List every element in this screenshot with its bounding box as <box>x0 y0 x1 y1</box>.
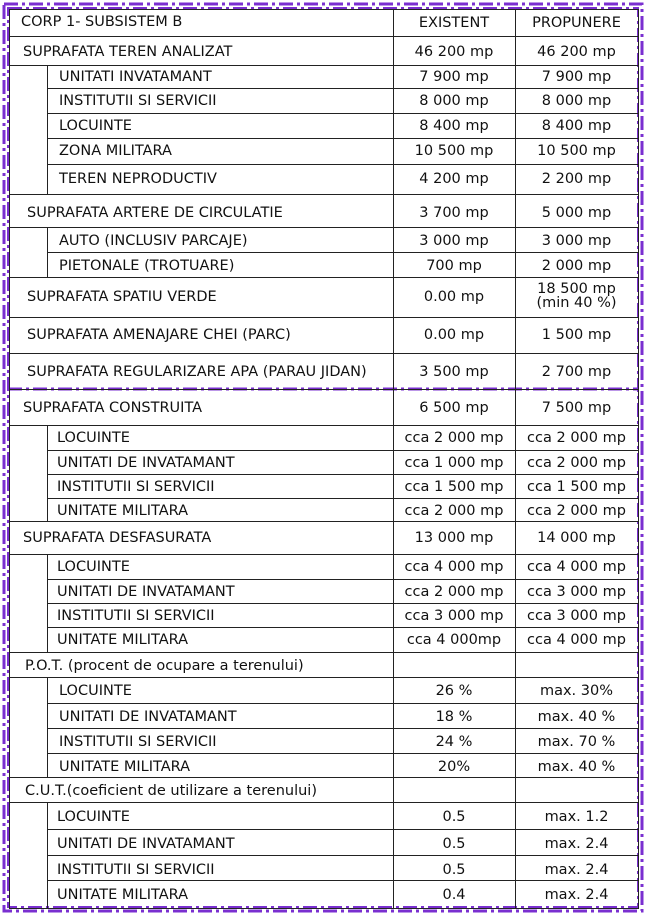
cut-item-row-existent: 0.5 <box>442 862 466 878</box>
pot-item-row-propunere: max. 40 % <box>537 759 616 775</box>
grid-line <box>9 9 10 909</box>
grid-line <box>638 9 639 909</box>
artere-item-row-existent: 700 mp <box>426 258 482 274</box>
teren-item-row-label: TEREN NEPRODUCTIV <box>59 171 217 187</box>
grid-line <box>393 9 394 677</box>
grid-line <box>47 474 638 475</box>
desfasurata-row-label: SUPRAFATA DESFASURATA <box>23 530 212 546</box>
chei-row-label: SUPRAFATA AMENAJARE CHEI (PARC) <box>27 327 291 343</box>
pot-item-row-label: LOCUINTE <box>59 683 132 699</box>
construita-item-row-existent: cca 1 000 mp <box>404 455 504 471</box>
artere-item-row-propunere: 3 000 mp <box>541 233 612 249</box>
construita-item-row-existent: cca 1 500 mp <box>404 479 504 495</box>
grid-line <box>515 9 516 677</box>
teren-item-row-existent: 8 400 mp <box>419 117 489 134</box>
grid-line <box>9 908 638 909</box>
cut-item-row-propunere: max. 1.2 <box>544 809 609 825</box>
grid-line <box>47 802 48 908</box>
cut-item-row-existent: 0.5 <box>442 836 466 852</box>
grid-line <box>9 317 638 318</box>
desfasurata-item-row-existent: cca 3 000 mp <box>404 608 504 624</box>
data-table <box>9 9 638 909</box>
desfasurata-item-row-label: LOCUINTE <box>57 559 130 575</box>
construita-item-row-existent: cca 2 000 mp <box>404 503 504 519</box>
pot-item-row-existent: 20% <box>437 759 471 775</box>
cut-item-row-label: UNITATI DE INVATAMANT <box>57 836 235 852</box>
desfasurata-item-row-existent: cca 2 000 mp <box>404 584 504 600</box>
pot-item-row-label: INSTITUTII SI SERVICII <box>59 734 217 750</box>
pot-item-row-propunere: max. 40 % <box>537 709 616 725</box>
construita-row-propunere: 7 500 mp <box>541 400 612 416</box>
grid-line <box>47 65 48 194</box>
grid-line <box>9 353 638 354</box>
pot-heading: P.O.T. (procent de ocupare a terenului) <box>25 658 304 674</box>
grid-line <box>47 113 638 114</box>
chei-row-propunere: 1 500 mp <box>541 327 612 343</box>
construita-item-row-label: UNITATE MILITARA <box>57 503 189 519</box>
cut-item-row-existent: 0.4 <box>442 887 466 903</box>
grid-line <box>47 753 638 754</box>
teren-item-row-existent: 4 200 mp <box>419 171 489 187</box>
desfasurata-item-row-propunere: cca 4 000 mp <box>527 559 626 575</box>
pot-item-row-propunere: max. 70 % <box>537 734 616 750</box>
grid-line <box>47 554 48 652</box>
pot-item-row-existent: 24 % <box>435 734 473 750</box>
desfasurata-item-row-label: UNITATE MILITARA <box>57 632 189 648</box>
grid-line <box>9 277 638 278</box>
grid-line <box>47 728 638 729</box>
grid-line <box>9 802 638 803</box>
grid-line <box>9 227 638 228</box>
teren-item-row-label: INSTITUTII SI SERVICII <box>59 92 217 109</box>
grid-line <box>47 138 638 139</box>
teren-item-row-existent: 8 000 mp <box>419 92 489 109</box>
verde-propunere: 18 500 mp <box>537 281 616 297</box>
construita-item-row-label: LOCUINTE <box>57 430 130 446</box>
grid-line <box>47 880 638 881</box>
grid-line <box>47 252 638 253</box>
construita-item-row-propunere: cca 2 000 mp <box>527 503 626 519</box>
desfasurata-row-propunere: 14 000 mp <box>537 530 616 546</box>
teren-row-label: SUPRAFATA TEREN ANALIZAT <box>23 44 233 60</box>
pot-item-row-existent: 18 % <box>435 709 473 725</box>
artere-row-propunere: 5 000 mp <box>541 205 612 221</box>
grid-line <box>9 777 638 778</box>
apa-row-existent: 3 500 mp <box>419 364 489 380</box>
teren-row-existent: 46 200 mp <box>414 44 494 60</box>
table-title: CORP 1- SUBSISTEM B <box>21 14 183 30</box>
grid-line <box>9 677 638 678</box>
construita-item-row-propunere: cca 2 000 mp <box>527 455 626 471</box>
construita-item-row-label: UNITATI DE INVATAMANT <box>57 455 235 471</box>
cut-item-row-propunere: max. 2.4 <box>544 887 609 903</box>
desfasurata-item-row-propunere: cca 3 000 mp <box>527 608 626 624</box>
cut-item-row-propunere: max. 2.4 <box>544 862 609 878</box>
teren-row-propunere: 46 200 mp <box>537 44 616 60</box>
cut-item-row-existent: 0.5 <box>442 809 466 825</box>
cut-heading: C.U.T.(coeficient de utilizare a terenului) <box>25 783 317 799</box>
pot-item-row-propunere: max. 30% <box>539 683 614 699</box>
artere-item-row-label: PIETONALE (TROTUARE) <box>59 258 235 274</box>
desfasurata-item-row-label: UNITATI DE INVATAMANT <box>57 584 235 600</box>
grid-line <box>9 425 638 426</box>
teren-item-row-propunere: 8 400 mp <box>541 117 612 134</box>
construita-row-existent: 6 500 mp <box>419 400 489 416</box>
construita-item-row-propunere: cca 1 500 mp <box>527 479 626 495</box>
grid-line <box>47 88 638 89</box>
desfasurata-item-row-label: INSTITUTII SI SERVICII <box>57 608 215 624</box>
chei-row-existent: 0.00 mp <box>423 327 485 343</box>
desfasurata-item-row-existent: cca 4 000mp <box>406 632 502 648</box>
cut-item-row-propunere: max. 2.4 <box>544 836 609 852</box>
artere-item-row-existent: 3 000 mp <box>419 233 489 249</box>
verde-propunere-note: (min 40 %) <box>536 295 617 311</box>
grid-line <box>47 164 638 165</box>
teren-item-row-existent: 10 500 mp <box>414 143 494 159</box>
pot-item-row-label: UNITATI DE INVATAMANT <box>59 709 237 725</box>
artere-row-existent: 3 700 mp <box>419 205 489 221</box>
grid-line <box>9 36 638 37</box>
grid-line <box>47 425 48 521</box>
cut-item-row-label: INSTITUTII SI SERVICII <box>57 862 215 878</box>
cut-item-row-label: UNITATE MILITARA <box>57 887 189 903</box>
col-propunere-header: PROPUNERE <box>532 15 621 31</box>
teren-item-row-propunere: 7 900 mp <box>541 68 612 85</box>
verde-label: SUPRAFATA SPATIU VERDE <box>27 289 217 305</box>
grid-line <box>47 498 638 499</box>
construita-row-label: SUPRAFATA CONSTRUITA <box>23 400 203 416</box>
grid-line <box>47 703 638 704</box>
grid-line <box>47 829 638 830</box>
teren-item-row-label: LOCUINTE <box>59 117 132 134</box>
teren-item-row-label: UNITATI INVATAMANT <box>59 68 212 85</box>
artere-item-row-label: AUTO (INCLUSIV PARCAJE) <box>59 233 248 249</box>
construita-item-row-existent: cca 2 000 mp <box>404 430 504 446</box>
apa-row-label: SUPRAFATA REGULARIZARE APA (PARAU JIDAN) <box>27 364 367 380</box>
desfasurata-item-row-existent: cca 4 000 mp <box>404 559 504 575</box>
grid-line <box>9 652 638 653</box>
apa-row-propunere: 2 700 mp <box>541 364 612 380</box>
artere-row-label: SUPRAFATA ARTERE DE CIRCULATIE <box>27 205 283 221</box>
grid-line <box>47 677 48 777</box>
grid-line <box>9 389 638 390</box>
desfasurata-item-row-propunere: cca 4 000 mp <box>527 632 626 648</box>
teren-item-row-propunere: 8 000 mp <box>541 92 612 109</box>
grid-line <box>9 9 638 10</box>
grid-line <box>47 579 638 580</box>
teren-item-row-label: ZONA MILITARA <box>59 143 172 159</box>
grid-line <box>9 194 638 195</box>
grid-line <box>47 627 638 628</box>
teren-item-row-propunere: 10 500 mp <box>537 143 616 159</box>
grid-line <box>47 227 48 277</box>
cut-item-row-label: LOCUINTE <box>57 809 130 825</box>
teren-item-row-existent: 7 900 mp <box>419 68 489 85</box>
desfasurata-item-row-propunere: cca 3 000 mp <box>527 584 626 600</box>
pot-item-row-existent: 26 % <box>435 683 473 699</box>
desfasurata-row-existent: 13 000 mp <box>414 530 494 546</box>
construita-item-row-label: INSTITUTII SI SERVICII <box>57 479 215 495</box>
pot-item-row-label: UNITATE MILITARA <box>59 759 191 775</box>
construita-item-row-propunere: cca 2 000 mp <box>527 430 626 446</box>
col-existent-header: EXISTENT <box>418 15 490 31</box>
teren-item-row-propunere: 2 200 mp <box>541 171 612 187</box>
verde-existent: 0.00 mp <box>423 289 485 305</box>
grid-line <box>47 855 638 856</box>
grid-line <box>9 554 638 555</box>
artere-item-row-propunere: 2 000 mp <box>541 258 612 274</box>
grid-line <box>47 450 638 451</box>
grid-line <box>9 521 638 522</box>
grid-line <box>47 603 638 604</box>
grid-line <box>9 65 638 66</box>
